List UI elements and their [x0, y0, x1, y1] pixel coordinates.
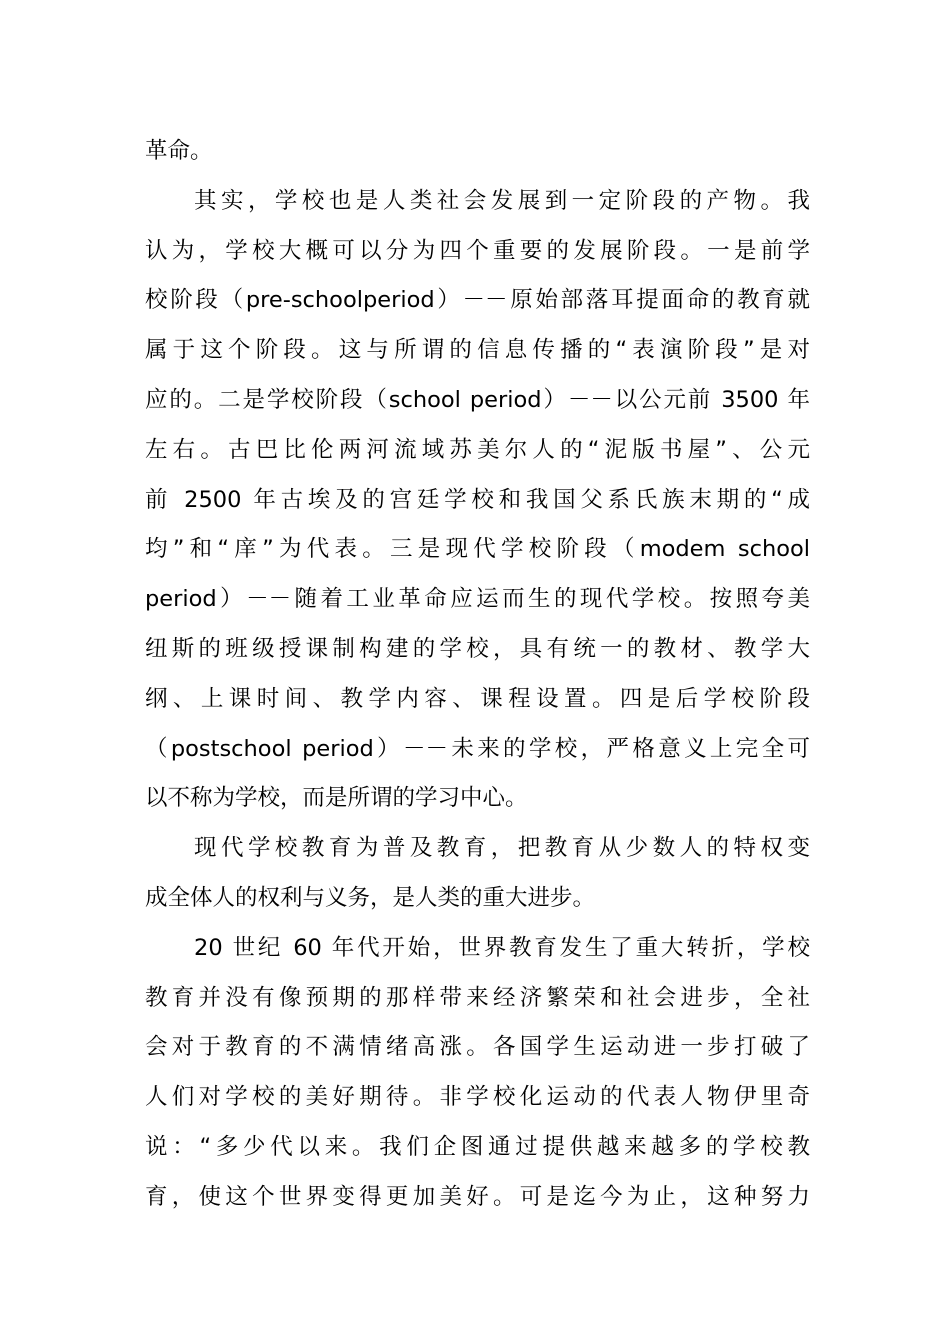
text-line: 纽斯的班级授课制构建的学校，具有统一的教材、教学大	[145, 635, 810, 662]
document-body-text	[145, 127, 810, 1223]
text-line: 纲、上课时间、教学内容、课程设置。四是后学校阶段	[145, 685, 810, 712]
text-line: 说：“多少代以来。我们企图通过提供越来越多的学校教	[145, 1133, 810, 1160]
text-line: 前 2500 年古埃及的宫廷学校和我国父系氏族末期的“成	[145, 486, 810, 513]
text-line: 左右。古巴比伦两河流域苏美尔人的“泥版书屋”、公元	[145, 436, 810, 463]
text-line: 会对于教育的不满情绪高涨。各国学生运动进一步打破了	[145, 1034, 810, 1061]
text-line: 以不称为学校，而是所谓的学习中心。	[145, 785, 528, 812]
paragraph	[145, 177, 810, 824]
text-line: 育，使这个世界变得更加美好。可是迄今为止，这种努力	[145, 1183, 810, 1210]
text-line: 革命。	[145, 138, 213, 164]
text-line: period）－－随着工业革命应运而生的现代学校。按照夸美	[145, 586, 810, 613]
text-line: 现代学校教育为普及教育，把教育从少数人的特权变	[194, 835, 810, 862]
text-line: 教育并没有像预期的那样带来经济繁荣和社会进步，全社	[145, 984, 810, 1011]
text-line: 应的。二是学校阶段（school period）－－以公元前 3500 年	[145, 386, 810, 413]
text-line: 均”和“庠”为代表。三是现代学校阶段（modem school	[145, 536, 810, 563]
text-line: 成全体人的权利与义务，是人类的重大进步。	[145, 884, 596, 911]
text-line: 其实，学校也是人类社会发展到一定阶段的产物。我	[194, 187, 810, 214]
text-line: （postschool period）－－未来的学校，严格意义上完全可	[145, 735, 810, 762]
paragraph	[145, 924, 810, 1223]
text-line: 人们对学校的美好期待。非学校化运动的代表人物伊里奇	[145, 1084, 810, 1111]
paragraph	[145, 824, 810, 924]
paragraph	[145, 127, 810, 177]
text-line: 20 世纪 60 年代开始，世界教育发生了重大转折，学校	[194, 934, 810, 961]
text-line: 校阶段（pre-schoolperiod）－－原始部落耳提面命的教育就	[145, 287, 810, 314]
text-line: 认为，学校大概可以分为四个重要的发展阶段。一是前学	[145, 237, 810, 264]
text-line: 属于这个阶段。这与所谓的信息传播的“表演阶段”是对	[145, 337, 810, 364]
